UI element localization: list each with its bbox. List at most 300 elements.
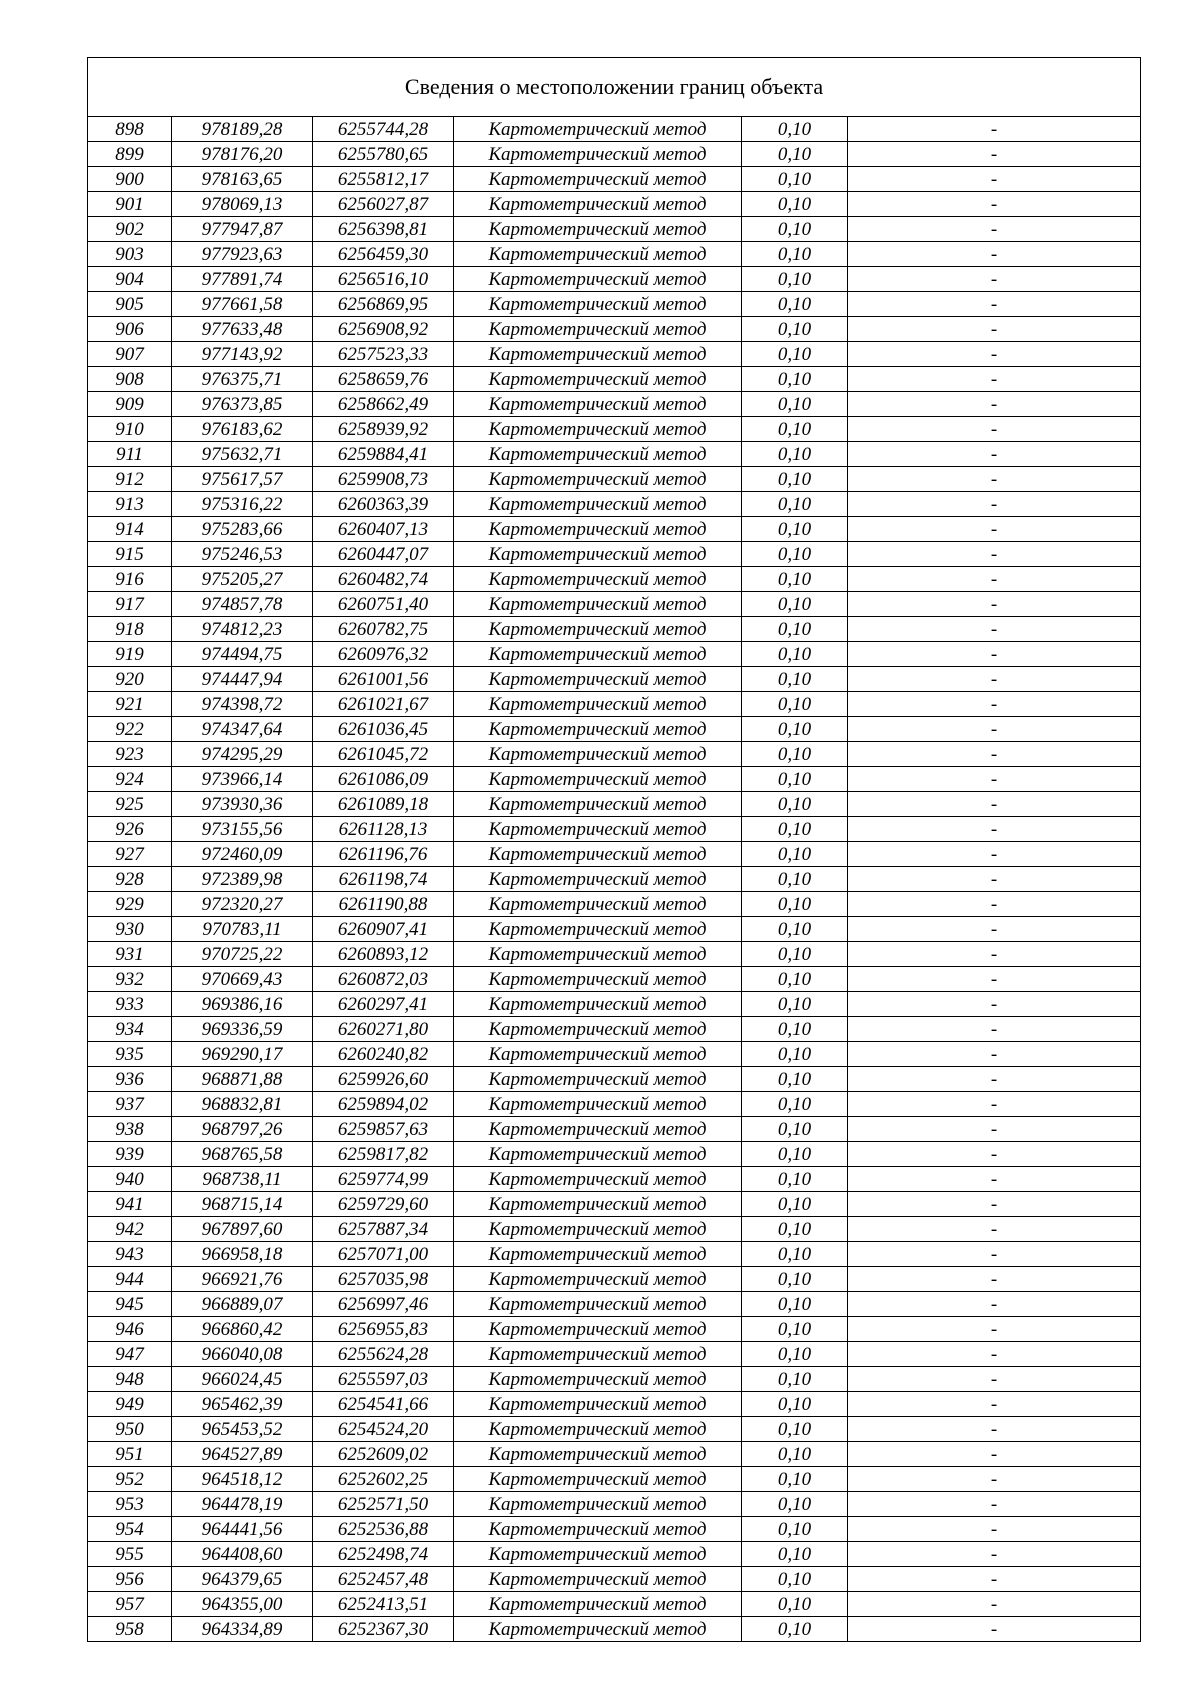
method-cell: Картометрический метод (454, 1042, 742, 1067)
accuracy-cell: 0,10 (742, 592, 848, 617)
point-number-cell: 947 (88, 1342, 172, 1367)
description-cell: - (848, 867, 1141, 892)
y-coordinate-cell: 6260482,74 (313, 567, 454, 592)
point-number-cell: 935 (88, 1042, 172, 1067)
x-coordinate-cell: 974347,64 (172, 717, 313, 742)
method-cell: Картометрический метод (454, 492, 742, 517)
point-number-cell: 924 (88, 767, 172, 792)
point-number-cell: 943 (88, 1242, 172, 1267)
method-cell: Картометрический метод (454, 1092, 742, 1117)
y-coordinate-cell: 6259908,73 (313, 467, 454, 492)
document-sheet (87, 57, 1140, 1642)
point-number-cell: 936 (88, 1067, 172, 1092)
accuracy-cell: 0,10 (742, 117, 848, 142)
point-number-cell: 913 (88, 492, 172, 517)
description-cell: - (848, 292, 1141, 317)
table-row (88, 692, 1141, 717)
description-cell: - (848, 1442, 1141, 1467)
method-cell: Картометрический метод (454, 1367, 742, 1392)
x-coordinate-cell: 972320,27 (172, 892, 313, 917)
accuracy-cell: 0,10 (742, 192, 848, 217)
method-cell: Картометрический метод (454, 967, 742, 992)
point-number-cell: 922 (88, 717, 172, 742)
x-coordinate-cell: 966958,18 (172, 1242, 313, 1267)
method-cell: Картометрический метод (454, 1417, 742, 1442)
table-row (88, 1542, 1141, 1567)
method-cell: Картометрический метод (454, 1342, 742, 1367)
x-coordinate-cell: 964527,89 (172, 1442, 313, 1467)
x-coordinate-cell: 978189,28 (172, 117, 313, 142)
y-coordinate-cell: 6259884,41 (313, 442, 454, 467)
description-cell: - (848, 1067, 1141, 1092)
description-cell: - (848, 517, 1141, 542)
description-cell: - (848, 117, 1141, 142)
accuracy-cell: 0,10 (742, 1367, 848, 1392)
accuracy-cell: 0,10 (742, 1292, 848, 1317)
y-coordinate-cell: 6259894,02 (313, 1092, 454, 1117)
y-coordinate-cell: 6257523,33 (313, 342, 454, 367)
y-coordinate-cell: 6261128,13 (313, 817, 454, 842)
point-number-cell: 902 (88, 217, 172, 242)
method-cell: Картометрический метод (454, 117, 742, 142)
x-coordinate-cell: 974295,29 (172, 742, 313, 767)
method-cell: Картометрический метод (454, 567, 742, 592)
y-coordinate-cell: 6260271,80 (313, 1017, 454, 1042)
accuracy-cell: 0,10 (742, 1167, 848, 1192)
table-row (88, 192, 1141, 217)
point-number-cell: 946 (88, 1317, 172, 1342)
table-row (88, 817, 1141, 842)
table-row (88, 1442, 1141, 1467)
x-coordinate-cell: 974447,94 (172, 667, 313, 692)
table-row (88, 1217, 1141, 1242)
accuracy-cell: 0,10 (742, 567, 848, 592)
point-number-cell: 952 (88, 1467, 172, 1492)
method-cell: Картометрический метод (454, 442, 742, 467)
description-cell: - (848, 967, 1141, 992)
y-coordinate-cell: 6252609,02 (313, 1442, 454, 1467)
table-row (88, 617, 1141, 642)
table-row (88, 1567, 1141, 1592)
method-cell: Картометрический метод (454, 242, 742, 267)
point-number-cell: 944 (88, 1267, 172, 1292)
method-cell: Картометрический метод (454, 317, 742, 342)
description-cell: - (848, 742, 1141, 767)
x-coordinate-cell: 974398,72 (172, 692, 313, 717)
table-row (88, 1192, 1141, 1217)
accuracy-cell: 0,10 (742, 467, 848, 492)
table-row (88, 992, 1141, 1017)
method-cell: Картометрический метод (454, 1592, 742, 1617)
accuracy-cell: 0,10 (742, 542, 848, 567)
x-coordinate-cell: 977923,63 (172, 242, 313, 267)
accuracy-cell: 0,10 (742, 1242, 848, 1267)
table-body (88, 117, 1141, 1642)
description-cell: - (848, 492, 1141, 517)
point-number-cell: 919 (88, 642, 172, 667)
method-cell: Картометрический метод (454, 1542, 742, 1567)
accuracy-cell: 0,10 (742, 442, 848, 467)
table-row (88, 1017, 1141, 1042)
y-coordinate-cell: 6258939,92 (313, 417, 454, 442)
y-coordinate-cell: 6256955,83 (313, 1317, 454, 1342)
description-cell: - (848, 767, 1141, 792)
point-number-cell: 933 (88, 992, 172, 1017)
table-row (88, 1042, 1141, 1067)
table-row (88, 1467, 1141, 1492)
accuracy-cell: 0,10 (742, 367, 848, 392)
x-coordinate-cell: 968832,81 (172, 1092, 313, 1117)
description-cell: - (848, 717, 1141, 742)
table-row (88, 867, 1141, 892)
method-cell: Картометрический метод (454, 742, 742, 767)
x-coordinate-cell: 976183,62 (172, 417, 313, 442)
point-number-cell: 918 (88, 617, 172, 642)
method-cell: Картометрический метод (454, 1017, 742, 1042)
y-coordinate-cell: 6260407,13 (313, 517, 454, 542)
y-coordinate-cell: 6252536,88 (313, 1517, 454, 1542)
description-cell: - (848, 1317, 1141, 1342)
table-row (88, 1317, 1141, 1342)
description-cell: - (848, 1192, 1141, 1217)
description-cell: - (848, 1517, 1141, 1542)
y-coordinate-cell: 6256869,95 (313, 292, 454, 317)
y-coordinate-cell: 6252602,25 (313, 1467, 454, 1492)
method-cell: Картометрический метод (454, 817, 742, 842)
description-cell: - (848, 1567, 1141, 1592)
method-cell: Картометрический метод (454, 1192, 742, 1217)
point-number-cell: 929 (88, 892, 172, 917)
table-row (88, 267, 1141, 292)
point-number-cell: 955 (88, 1542, 172, 1567)
table-row (88, 392, 1141, 417)
x-coordinate-cell: 964408,60 (172, 1542, 313, 1567)
x-coordinate-cell: 964478,19 (172, 1492, 313, 1517)
description-cell: - (848, 167, 1141, 192)
table-row (88, 1617, 1141, 1642)
y-coordinate-cell: 6252457,48 (313, 1567, 454, 1592)
point-number-cell: 921 (88, 692, 172, 717)
accuracy-cell: 0,10 (742, 167, 848, 192)
method-cell: Картометрический метод (454, 1067, 742, 1092)
accuracy-cell: 0,10 (742, 317, 848, 342)
method-cell: Картометрический метод (454, 1567, 742, 1592)
y-coordinate-cell: 6260872,03 (313, 967, 454, 992)
accuracy-cell: 0,10 (742, 817, 848, 842)
method-cell: Картометрический метод (454, 667, 742, 692)
x-coordinate-cell: 965453,52 (172, 1417, 313, 1442)
point-number-cell: 903 (88, 242, 172, 267)
x-coordinate-cell: 969386,16 (172, 992, 313, 1017)
description-cell: - (848, 792, 1141, 817)
x-coordinate-cell: 975316,22 (172, 492, 313, 517)
description-cell: - (848, 692, 1141, 717)
accuracy-cell: 0,10 (742, 392, 848, 417)
description-cell: - (848, 1167, 1141, 1192)
accuracy-cell: 0,10 (742, 717, 848, 742)
point-number-cell: 934 (88, 1017, 172, 1042)
y-coordinate-cell: 6260907,41 (313, 917, 454, 942)
x-coordinate-cell: 973930,36 (172, 792, 313, 817)
x-coordinate-cell: 975283,66 (172, 517, 313, 542)
method-cell: Картометрический метод (454, 1492, 742, 1517)
method-cell: Картометрический метод (454, 542, 742, 567)
point-number-cell: 901 (88, 192, 172, 217)
point-number-cell: 926 (88, 817, 172, 842)
accuracy-cell: 0,10 (742, 617, 848, 642)
accuracy-cell: 0,10 (742, 1392, 848, 1417)
x-coordinate-cell: 964355,00 (172, 1592, 313, 1617)
y-coordinate-cell: 6257035,98 (313, 1267, 454, 1292)
accuracy-cell: 0,10 (742, 792, 848, 817)
accuracy-cell: 0,10 (742, 892, 848, 917)
y-coordinate-cell: 6252367,30 (313, 1617, 454, 1642)
table-row (88, 917, 1141, 942)
description-cell: - (848, 1292, 1141, 1317)
method-cell: Картометрический метод (454, 1117, 742, 1142)
description-cell: - (848, 142, 1141, 167)
description-cell: - (848, 1492, 1141, 1517)
point-number-cell: 905 (88, 292, 172, 317)
method-cell: Картометрический метод (454, 392, 742, 417)
point-number-cell: 939 (88, 1142, 172, 1167)
x-coordinate-cell: 964334,89 (172, 1617, 313, 1642)
point-number-cell: 940 (88, 1167, 172, 1192)
x-coordinate-cell: 964518,12 (172, 1467, 313, 1492)
accuracy-cell: 0,10 (742, 1442, 848, 1467)
x-coordinate-cell: 977947,87 (172, 217, 313, 242)
accuracy-cell: 0,10 (742, 342, 848, 367)
method-cell: Картометрический метод (454, 992, 742, 1017)
method-cell: Картометрический метод (454, 342, 742, 367)
table-row (88, 542, 1141, 567)
table-row (88, 1367, 1141, 1392)
description-cell: - (848, 1267, 1141, 1292)
x-coordinate-cell: 970725,22 (172, 942, 313, 967)
x-coordinate-cell: 973155,56 (172, 817, 313, 842)
table-row (88, 1167, 1141, 1192)
point-number-cell: 930 (88, 917, 172, 942)
description-cell: - (848, 1342, 1141, 1367)
method-cell: Картометрический метод (454, 1617, 742, 1642)
table-row (88, 1267, 1141, 1292)
point-number-cell: 941 (88, 1192, 172, 1217)
y-coordinate-cell: 6256908,92 (313, 317, 454, 342)
table-row (88, 592, 1141, 617)
y-coordinate-cell: 6259729,60 (313, 1192, 454, 1217)
description-cell: - (848, 1242, 1141, 1267)
accuracy-cell: 0,10 (742, 1092, 848, 1117)
description-cell: - (848, 817, 1141, 842)
method-cell: Картометрический метод (454, 767, 742, 792)
description-cell: - (848, 1417, 1141, 1442)
accuracy-cell: 0,10 (742, 1017, 848, 1042)
accuracy-cell: 0,10 (742, 492, 848, 517)
table-row (88, 767, 1141, 792)
description-cell: - (848, 342, 1141, 367)
point-number-cell: 900 (88, 167, 172, 192)
method-cell: Картометрический метод (454, 867, 742, 892)
y-coordinate-cell: 6252571,50 (313, 1492, 454, 1517)
y-coordinate-cell: 6257071,00 (313, 1242, 454, 1267)
x-coordinate-cell: 976373,85 (172, 392, 313, 417)
x-coordinate-cell: 970669,43 (172, 967, 313, 992)
x-coordinate-cell: 964441,56 (172, 1517, 313, 1542)
description-cell: - (848, 1117, 1141, 1142)
y-coordinate-cell: 6256997,46 (313, 1292, 454, 1317)
y-coordinate-cell: 6260893,12 (313, 942, 454, 967)
boundary-coordinates-table (87, 57, 1141, 1642)
y-coordinate-cell: 6258659,76 (313, 367, 454, 392)
point-number-cell: 920 (88, 667, 172, 692)
y-coordinate-cell: 6260751,40 (313, 592, 454, 617)
y-coordinate-cell: 6256459,30 (313, 242, 454, 267)
method-cell: Картометрический метод (454, 1317, 742, 1342)
table-row (88, 1517, 1141, 1542)
accuracy-cell: 0,10 (742, 1042, 848, 1067)
y-coordinate-cell: 6260976,32 (313, 642, 454, 667)
point-number-cell: 945 (88, 1292, 172, 1317)
method-cell: Картометрический метод (454, 642, 742, 667)
y-coordinate-cell: 6254541,66 (313, 1392, 454, 1417)
method-cell: Картометрический метод (454, 592, 742, 617)
point-number-cell: 942 (88, 1217, 172, 1242)
y-coordinate-cell: 6255624,28 (313, 1342, 454, 1367)
accuracy-cell: 0,10 (742, 667, 848, 692)
method-cell: Картометрический метод (454, 1442, 742, 1467)
description-cell: - (848, 1542, 1141, 1567)
x-coordinate-cell: 978163,65 (172, 167, 313, 192)
point-number-cell: 910 (88, 417, 172, 442)
table-row (88, 842, 1141, 867)
point-number-cell: 915 (88, 542, 172, 567)
accuracy-cell: 0,10 (742, 917, 848, 942)
x-coordinate-cell: 968871,88 (172, 1067, 313, 1092)
point-number-cell: 932 (88, 967, 172, 992)
method-cell: Картометрический метод (454, 692, 742, 717)
method-cell: Картометрический метод (454, 892, 742, 917)
accuracy-cell: 0,10 (742, 767, 848, 792)
point-number-cell: 951 (88, 1442, 172, 1467)
method-cell: Картометрический метод (454, 467, 742, 492)
point-number-cell: 906 (88, 317, 172, 342)
description-cell: - (848, 1467, 1141, 1492)
y-coordinate-cell: 6256398,81 (313, 217, 454, 242)
description-cell: - (848, 542, 1141, 567)
x-coordinate-cell: 968797,26 (172, 1117, 313, 1142)
method-cell: Картометрический метод (454, 1517, 742, 1542)
x-coordinate-cell: 968738,11 (172, 1167, 313, 1192)
point-number-cell: 911 (88, 442, 172, 467)
table-row (88, 792, 1141, 817)
y-coordinate-cell: 6256027,87 (313, 192, 454, 217)
point-number-cell: 956 (88, 1567, 172, 1592)
point-number-cell: 954 (88, 1517, 172, 1542)
description-cell: - (848, 642, 1141, 667)
method-cell: Картометрический метод (454, 917, 742, 942)
point-number-cell: 950 (88, 1417, 172, 1442)
method-cell: Картометрический метод (454, 1467, 742, 1492)
method-cell: Картометрический метод (454, 517, 742, 542)
accuracy-cell: 0,10 (742, 942, 848, 967)
accuracy-cell: 0,10 (742, 1592, 848, 1617)
accuracy-cell: 0,10 (742, 992, 848, 1017)
description-cell: - (848, 267, 1141, 292)
point-number-cell: 916 (88, 567, 172, 592)
x-coordinate-cell: 967897,60 (172, 1217, 313, 1242)
x-coordinate-cell: 977891,74 (172, 267, 313, 292)
description-cell: - (848, 592, 1141, 617)
description-cell: - (848, 442, 1141, 467)
y-coordinate-cell: 6260363,39 (313, 492, 454, 517)
description-cell: - (848, 1092, 1141, 1117)
method-cell: Картометрический метод (454, 192, 742, 217)
accuracy-cell: 0,10 (742, 742, 848, 767)
table-row (88, 642, 1141, 667)
x-coordinate-cell: 972389,98 (172, 867, 313, 892)
accuracy-cell: 0,10 (742, 1617, 848, 1642)
description-cell: - (848, 667, 1141, 692)
x-coordinate-cell: 977633,48 (172, 317, 313, 342)
table-row (88, 167, 1141, 192)
table-row (88, 1242, 1141, 1267)
table-row (88, 1142, 1141, 1167)
accuracy-cell: 0,10 (742, 1267, 848, 1292)
accuracy-cell: 0,10 (742, 242, 848, 267)
y-coordinate-cell: 6261198,74 (313, 867, 454, 892)
x-coordinate-cell: 975617,57 (172, 467, 313, 492)
x-coordinate-cell: 977661,58 (172, 292, 313, 317)
table-row (88, 667, 1141, 692)
point-number-cell: 899 (88, 142, 172, 167)
description-cell: - (848, 567, 1141, 592)
y-coordinate-cell: 6252498,74 (313, 1542, 454, 1567)
table-row (88, 1492, 1141, 1517)
table-row (88, 742, 1141, 767)
description-cell: - (848, 367, 1141, 392)
table-row (88, 1392, 1141, 1417)
x-coordinate-cell: 965462,39 (172, 1392, 313, 1417)
x-coordinate-cell: 966040,08 (172, 1342, 313, 1367)
method-cell: Картометрический метод (454, 1292, 742, 1317)
table-row (88, 1092, 1141, 1117)
y-coordinate-cell: 6261196,76 (313, 842, 454, 867)
y-coordinate-cell: 6260297,41 (313, 992, 454, 1017)
description-cell: - (848, 1392, 1141, 1417)
description-cell: - (848, 892, 1141, 917)
y-coordinate-cell: 6260782,75 (313, 617, 454, 642)
method-cell: Картометрический метод (454, 267, 742, 292)
table-row (88, 292, 1141, 317)
method-cell: Картометрический метод (454, 292, 742, 317)
method-cell: Картометрический метод (454, 1392, 742, 1417)
table-row (88, 717, 1141, 742)
point-number-cell: 917 (88, 592, 172, 617)
accuracy-cell: 0,10 (742, 142, 848, 167)
accuracy-cell: 0,10 (742, 1417, 848, 1442)
x-coordinate-cell: 974494,75 (172, 642, 313, 667)
method-cell: Картометрический метод (454, 617, 742, 642)
y-coordinate-cell: 6260447,07 (313, 542, 454, 567)
table-row (88, 417, 1141, 442)
accuracy-cell: 0,10 (742, 842, 848, 867)
description-cell: - (848, 192, 1141, 217)
table-row (88, 967, 1141, 992)
point-number-cell: 909 (88, 392, 172, 417)
y-coordinate-cell: 6261086,09 (313, 767, 454, 792)
y-coordinate-cell: 6256516,10 (313, 267, 454, 292)
table-row (88, 492, 1141, 517)
